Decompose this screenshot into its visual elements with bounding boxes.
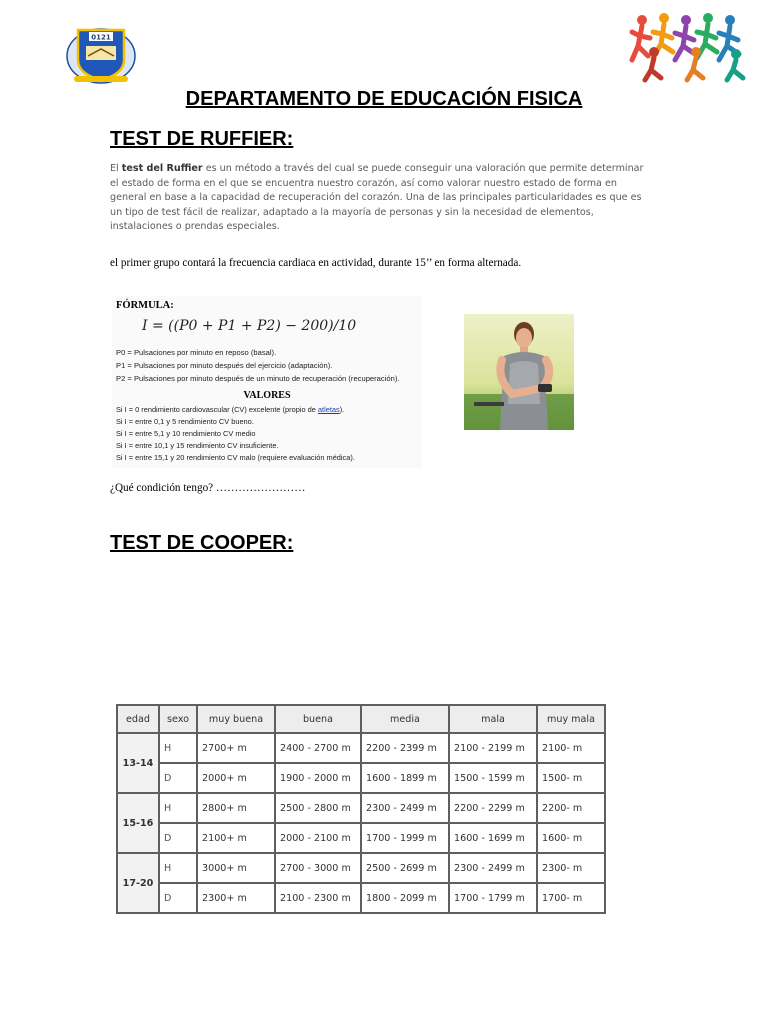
- table-cell: 2000+ m: [197, 763, 275, 793]
- table-cell: 1800 - 2099 m: [361, 883, 449, 913]
- table-row: [117, 733, 605, 763]
- table-cell: 2100+ m: [197, 823, 275, 853]
- definition-p0: P0 = Pulsaciones por minuto en reposo (basal).: [116, 348, 277, 357]
- table-cell: 2100 - 2199 m: [449, 733, 537, 763]
- table-row: [117, 853, 605, 883]
- table-row: [117, 883, 605, 913]
- table-cell: 2700 - 3000 m: [275, 853, 361, 883]
- col-sexo: sexo: [159, 705, 197, 733]
- value-excellent-pre: Si I = 0 rendimiento cardiovascular (CV) excelente (propio de: [116, 405, 318, 414]
- sex-cell: D: [159, 763, 197, 793]
- table-cell: 1700 - 1999 m: [361, 823, 449, 853]
- table-cell: 2200 - 2299 m: [449, 793, 537, 823]
- table-cell: 2800+ m: [197, 793, 275, 823]
- table-cell: 1700 - 1799 m: [449, 883, 537, 913]
- pulse-check-photo: [464, 314, 574, 430]
- runners-illustration: [628, 8, 750, 84]
- definition-p1: P1 = Pulsaciones por minuto después del ejercicio (adaptación).: [116, 361, 333, 370]
- age-cell: 15-16: [117, 793, 159, 853]
- table-cell: 2300 - 2499 m: [449, 853, 537, 883]
- department-title: DEPARTAMENTO DE EDUCACIÓN FISICA: [185, 88, 583, 110]
- intro-post: es un método a través del cual se puede conseguir una valoración que permite determinar el estado de forma en el que se encuentra nuestro corazón, así como valorar nuestro estado de forma en general en base a la capacidad de recuperación del corazón. Una de las principales particularidades es que es un tipo de test fácil de realizar, adaptado a la mayoría de personas y sin la necesidad de elementos, instalaciones o prendas especiales.: [110, 163, 644, 232]
- cooper-heading: TEST DE COOPER:: [110, 532, 294, 554]
- table-cell: 1500 - 1599 m: [449, 763, 537, 793]
- col-buena: buena: [275, 705, 361, 733]
- condition-question: ¿Qué condición tengo? ……………………: [110, 482, 306, 494]
- table-cell: 2200- m: [537, 793, 605, 823]
- sex-cell: H: [159, 793, 197, 823]
- table-row: [117, 793, 605, 823]
- col-media: media: [361, 705, 449, 733]
- table-cell: 1600 - 1699 m: [449, 823, 537, 853]
- table-cell: 1900 - 2000 m: [275, 763, 361, 793]
- cooper-table: [116, 704, 606, 914]
- ruffier-intro: [110, 162, 650, 235]
- table-cell: 1500- m: [537, 763, 605, 793]
- col-edad: edad: [117, 705, 159, 733]
- formula-equation: I = ((P0 + P1 + P2) − 200)/10: [142, 318, 357, 334]
- table-cell: 3000+ m: [197, 853, 275, 883]
- table-cell: 1700- m: [537, 883, 605, 913]
- col-muy-mala: muy mala: [537, 705, 605, 733]
- values-title: VALORES: [243, 390, 291, 401]
- table-cell: 2100- m: [537, 733, 605, 763]
- instruction-text: el primer grupo contará la frecuencia cardiaca en actividad, durante 15’’ en forma alternada.: [110, 257, 522, 269]
- sex-cell: D: [159, 823, 197, 853]
- value-bad: Si I = entre 15,1 y 20 rendimiento CV malo (requiere evaluación médica).: [116, 453, 355, 462]
- table-cell: 2400 - 2700 m: [275, 733, 361, 763]
- table-cell: 2300+ m: [197, 883, 275, 913]
- table-cell: 2300 - 2499 m: [361, 793, 449, 823]
- value-insufficient: Si I = entre 10,1 y 15 rendimiento CV insuficiente.: [116, 441, 279, 450]
- table-cell: 2300- m: [537, 853, 605, 883]
- definition-p2: P2 = Pulsaciones por minuto después de un minuto de recuperación (recuperación).: [116, 374, 400, 383]
- table-cell: 2100 - 2300 m: [275, 883, 361, 913]
- table-header-row: [117, 705, 605, 733]
- table-row: [117, 763, 605, 793]
- value-excellent: [116, 405, 344, 414]
- formula-title: FÓRMULA:: [116, 300, 174, 311]
- sex-cell: H: [159, 853, 197, 883]
- table-cell: 2500 - 2699 m: [361, 853, 449, 883]
- crest-number: 0121: [91, 33, 111, 42]
- table-cell: 1600 - 1899 m: [361, 763, 449, 793]
- intro-pre: El: [110, 163, 122, 174]
- table-cell: 2500 - 2800 m: [275, 793, 361, 823]
- value-excellent-post: ).: [339, 405, 345, 414]
- table-cell: 1600- m: [537, 823, 605, 853]
- table-cell: 2000 - 2100 m: [275, 823, 361, 853]
- atletas-link[interactable]: atletas: [317, 405, 340, 414]
- ruffier-heading: TEST DE RUFFIER:: [110, 128, 294, 150]
- ruffier-formula-image: [112, 296, 422, 468]
- table-cell: 2200 - 2399 m: [361, 733, 449, 763]
- sex-cell: D: [159, 883, 197, 913]
- age-cell: 13-14: [117, 733, 159, 793]
- table-row: [117, 823, 605, 853]
- table-cell: 2700+ m: [197, 733, 275, 763]
- col-mala: mala: [449, 705, 537, 733]
- age-cell: 17-20: [117, 853, 159, 913]
- sex-cell: H: [159, 733, 197, 763]
- intro-bold: test del Ruffier: [121, 163, 203, 174]
- col-muy-buena: muy buena: [197, 705, 275, 733]
- value-good: Si I = entre 0,1 y 5 rendimiento CV bueno.: [116, 417, 254, 426]
- value-medium: Si I = entre 5,1 y 10 rendimiento CV medio: [116, 429, 256, 438]
- school-crest-logo: [62, 22, 140, 86]
